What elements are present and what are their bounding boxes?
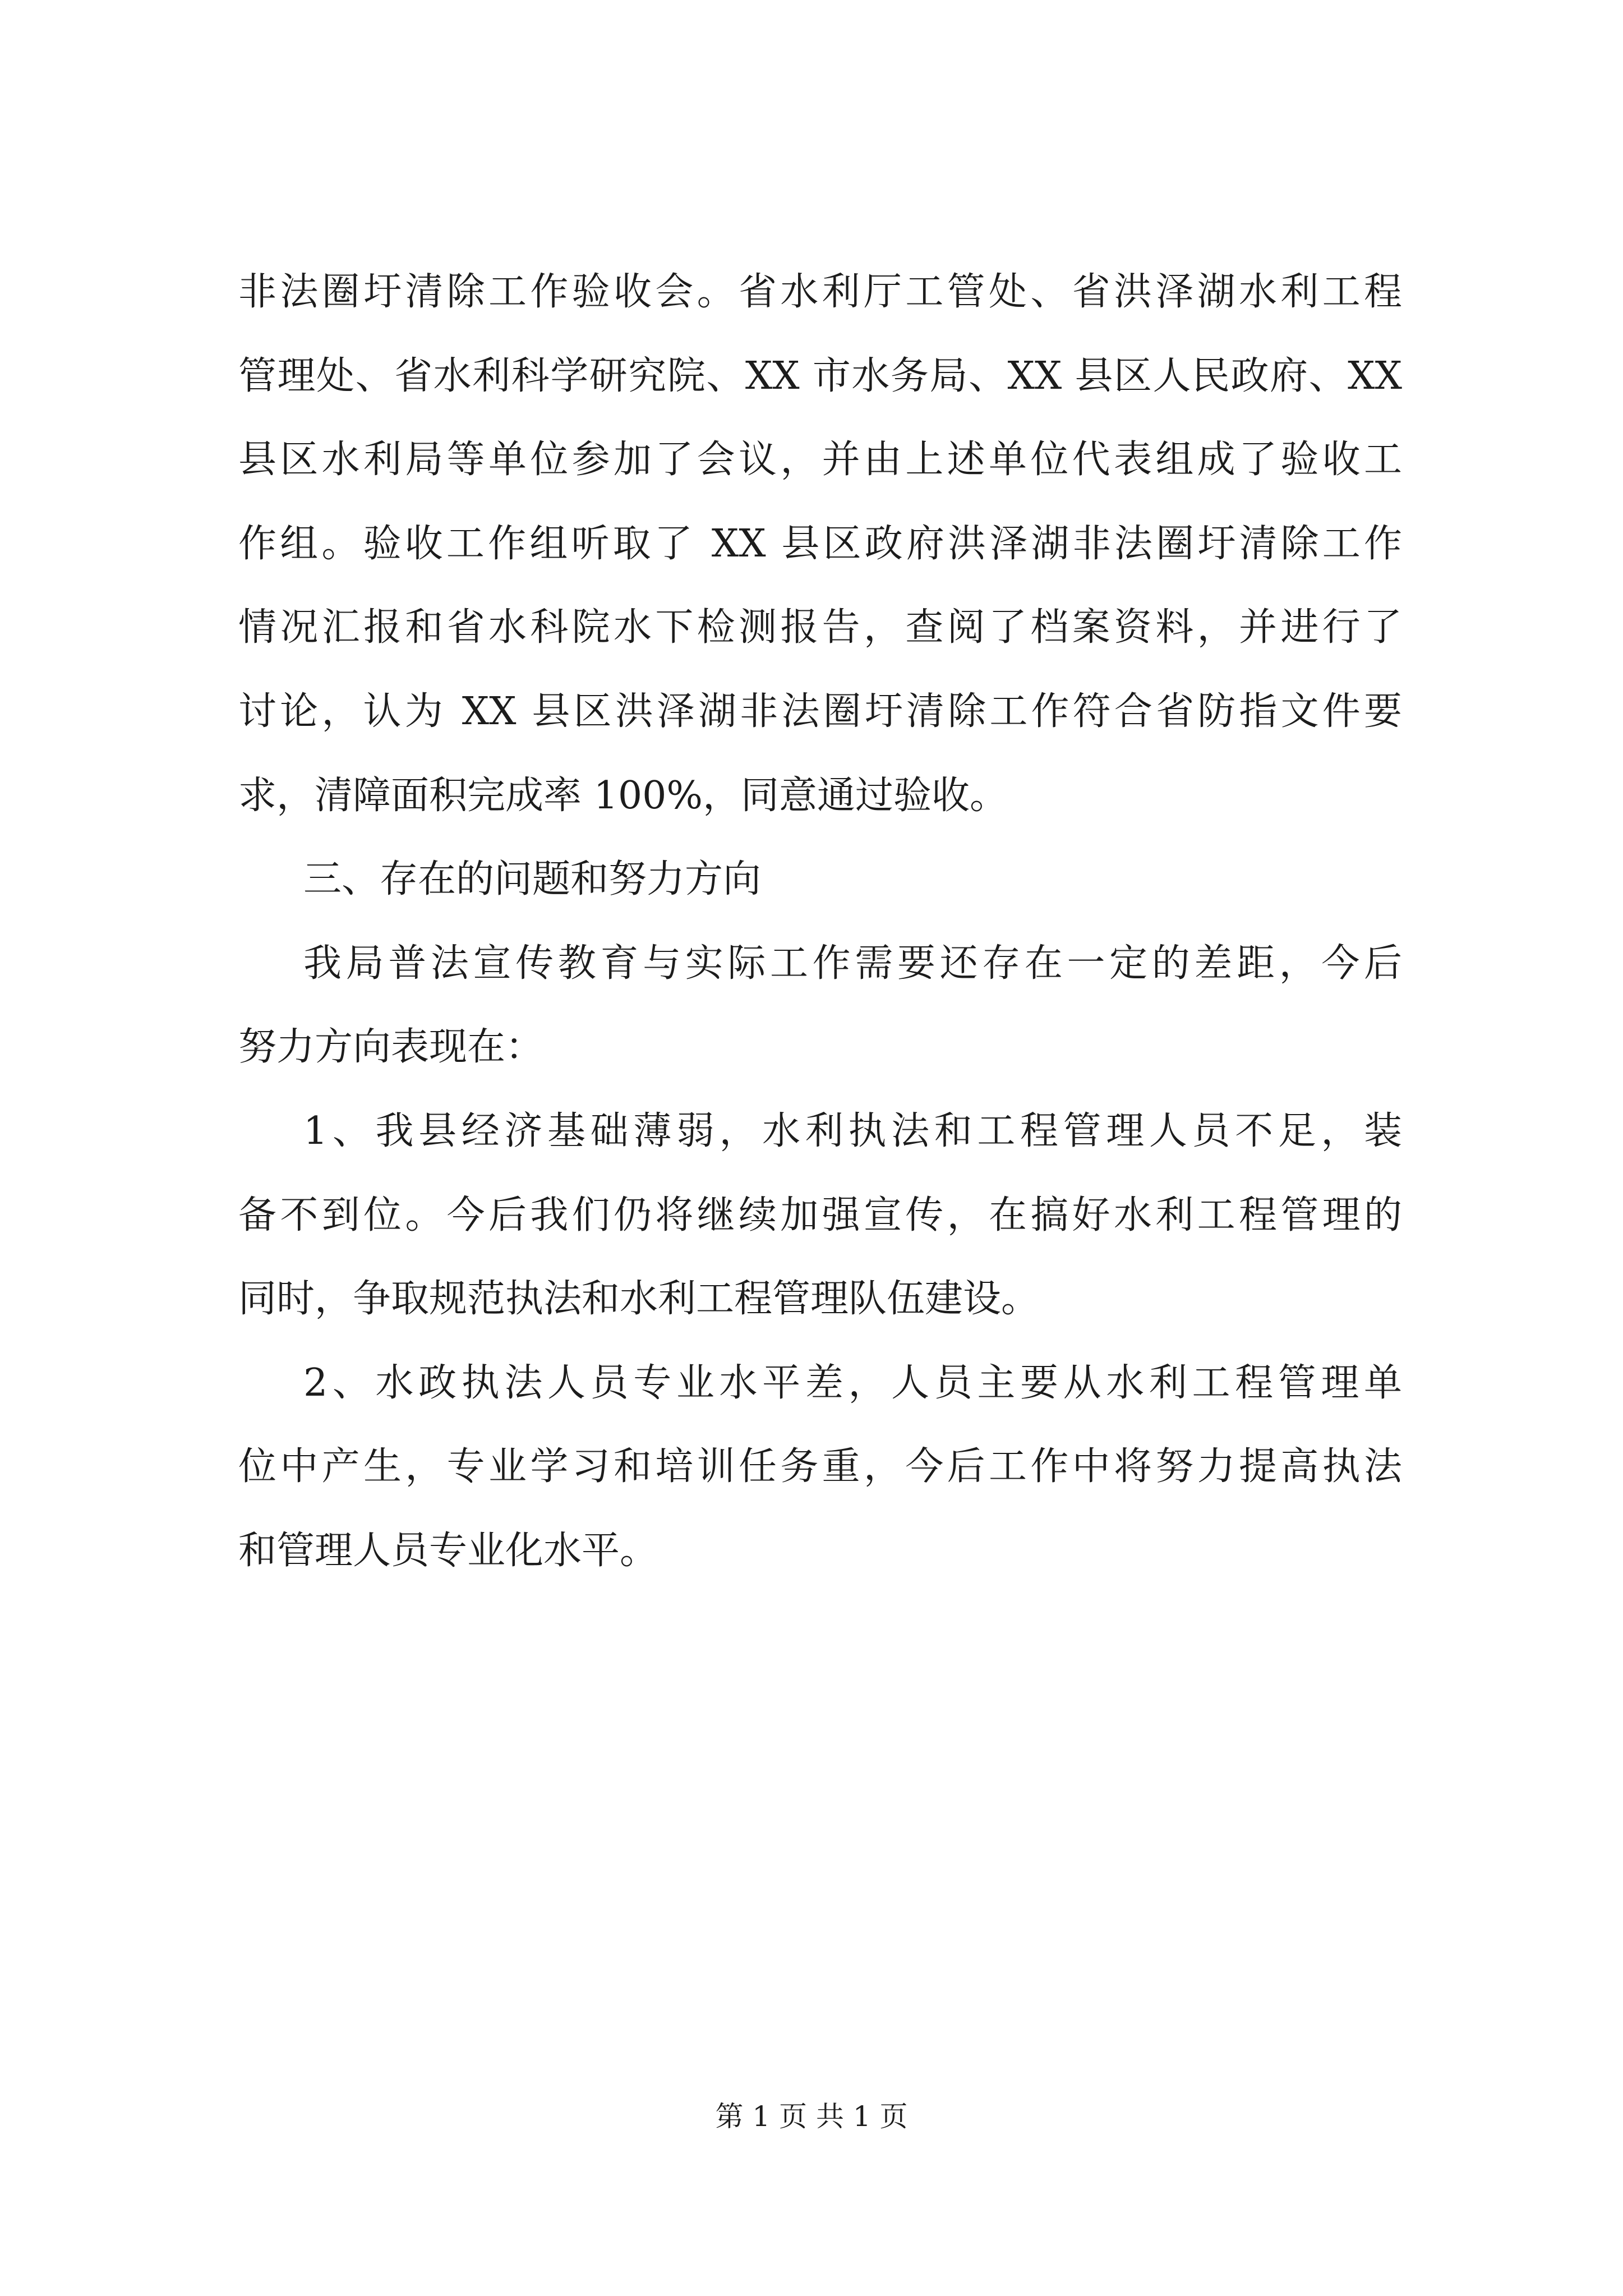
body-text-line: 努力方向表现在： [238,1025,544,1070]
body-text-line: 管理处、省水利科学研究院、XX 市水务局、XX 县区人民政府、XX [238,353,1402,398]
body-text-line: 2、水政执法人员专业水平差，人员主要从水利工程管理单 [303,1360,1402,1405]
body-text-line: 县区水利局等单位参加了会议，并由上述单位代表组成了验收工 [238,438,1402,482]
paragraph [238,250,1402,838]
body-text-line: 作组。验收工作组听取了 XX 县区政府洪泽湖非法圈圩清除工作 [238,521,1402,566]
body-text-line: 情况汇报和省水科院水下检测报告，查阅了档案资料，并进行了 [238,605,1402,650]
section-heading-text: 三、存在的问题和努力方向 [303,857,762,902]
list-item-paragraph [238,1089,1402,1341]
page-footer: 第 1 页 共 1 页 [715,2100,908,2133]
document-body [238,250,1402,1593]
section-heading [238,838,1402,922]
body-text-line: 备不到位。今后我们仍将继续加强宣传，在搞好水利工程管理的 [238,1193,1402,1237]
body-text-line: 讨论，认为 XX 县区洪泽湖非法圈圩清除工作符合省防指文件要 [238,689,1402,734]
body-text-line: 1、我县经济基础薄弱，水利执法和工程管理人员不足，装 [303,1108,1402,1153]
body-text-line: 和管理人员专业化水平。 [238,1528,658,1573]
list-item-paragraph [238,1341,1402,1593]
body-text-line: 非法圈圩清除工作验收会。省水利厅工管处、省洪泽湖水利工程 [238,270,1402,314]
body-text-line: 我局普法宣传教育与实际工作需要还存在一定的差距，今后 [303,941,1402,986]
body-text-line: 同时，争取规范执法和水利工程管理队伍建设。 [238,1277,1040,1322]
body-text-line: 求，清障面积完成率 100%，同意通过验收。 [238,773,1008,818]
paragraph [238,922,1402,1089]
body-text-line: 位中产生，专业学习和培训任务重，今后工作中将努力提高执法 [238,1444,1402,1489]
